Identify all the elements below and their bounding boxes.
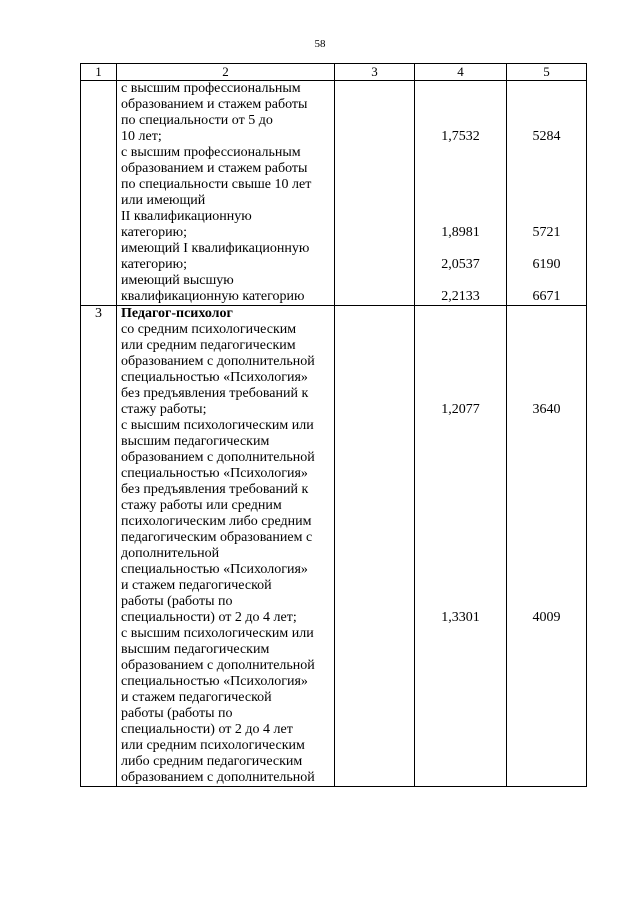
text-line: образованием с дополнительной: [121, 450, 315, 465]
salary-table: [80, 63, 587, 787]
text-line: образованием и стажем работы: [121, 97, 308, 112]
text-line: образованием с дополнительной: [121, 354, 315, 369]
text-line: имеющий высшую: [121, 273, 234, 288]
salary-value: 6671: [532, 289, 561, 304]
text-line: категорию;: [121, 257, 188, 272]
text-line: и стажем педагогической: [121, 578, 272, 593]
text-line: 10 лет;: [121, 129, 162, 144]
text-line: или средним психологическим: [121, 738, 305, 753]
text-line: со средним психологическим: [121, 322, 297, 337]
text-line: стажу работы;: [121, 402, 207, 417]
coefficient-value: 2,0537: [441, 257, 480, 272]
coefficient-value: 1,7532: [441, 129, 480, 144]
text-line: специальностью «Психология»: [121, 466, 308, 481]
salary-value: 5721: [532, 225, 561, 240]
salary-value: 4009: [532, 610, 561, 625]
text-line: образованием и стажем работы: [121, 161, 308, 176]
row-number-cell: [81, 81, 117, 306]
column-number: 4: [415, 64, 507, 81]
text-line: высшим педагогическим: [121, 434, 270, 449]
salary-value: 6190: [532, 257, 561, 272]
salary-cell: [507, 306, 587, 787]
position-description: [117, 81, 335, 306]
row-number: 3: [95, 306, 102, 321]
column-number-row: [81, 64, 587, 81]
empty-cell: [335, 81, 415, 306]
salary-value: 5284: [532, 129, 561, 144]
text-line: с высшим профессиональным: [121, 81, 301, 96]
coefficient-value: 1,8981: [441, 225, 480, 240]
text-line: по специальности свыше 10 лет: [121, 177, 312, 192]
text-line: стажу работы или средним: [121, 498, 282, 513]
text-line: II квалификационную: [121, 209, 252, 224]
text-line: работы (работы по: [121, 594, 233, 609]
text-line: квалификационную категорию: [121, 289, 305, 304]
salary-cell: [507, 81, 587, 306]
empty-cell: [335, 306, 415, 787]
coefficient-cell: [415, 81, 507, 306]
text-line: либо средним педагогическим: [121, 754, 303, 769]
table-row: [81, 81, 587, 306]
text-line: или имеющий: [121, 193, 206, 208]
text-line: без предъявления требований к: [121, 482, 309, 497]
text-line: специальностью «Психология»: [121, 370, 308, 385]
text-line: специальности) от 2 до 4 лет;: [121, 610, 297, 625]
text-line: или средним педагогическим: [121, 338, 296, 353]
coefficient-value: 2,2133: [441, 289, 480, 304]
column-number: 1: [81, 64, 117, 81]
text-line: образованием с дополнительной: [121, 658, 315, 673]
column-number: 3: [335, 64, 415, 81]
text-line: специальностью «Психология»: [121, 562, 308, 577]
text-line: без предъявления требований к: [121, 386, 309, 401]
coefficient-value: 1,2077: [441, 402, 480, 417]
text-line: по специальности от 5 до: [121, 113, 273, 128]
text-line: с высшим психологическим или: [121, 418, 314, 433]
text-line: дополнительной: [121, 546, 220, 561]
coefficient-cell: [415, 306, 507, 787]
table-row: [81, 306, 587, 787]
text-line: высшим педагогическим: [121, 642, 270, 657]
position-description: [117, 306, 335, 787]
coefficient-value: 1,3301: [441, 610, 480, 625]
text-line: образованием с дополнительной: [121, 770, 315, 785]
column-number: 2: [117, 64, 335, 81]
text-line: имеющий I квалификационную: [121, 241, 310, 256]
text-line: категорию;: [121, 225, 188, 240]
text-line: работы (работы по: [121, 706, 233, 721]
text-line: и стажем педагогической: [121, 690, 272, 705]
salary-value: 3640: [532, 402, 561, 417]
text-line: педагогическим образованием с: [121, 530, 313, 545]
text-line: с высшим профессиональным: [121, 145, 301, 160]
text-line: психологическим либо средним: [121, 514, 312, 529]
column-number: 5: [507, 64, 587, 81]
text-line: специальности) от 2 до 4 лет: [121, 722, 293, 737]
text-line: специальностью «Психология»: [121, 674, 308, 689]
position-title: Педагог-психолог: [121, 306, 233, 321]
row-number-cell: [81, 306, 117, 787]
text-line: с высшим психологическим или: [121, 626, 314, 641]
page-number: 58: [314, 38, 326, 50]
